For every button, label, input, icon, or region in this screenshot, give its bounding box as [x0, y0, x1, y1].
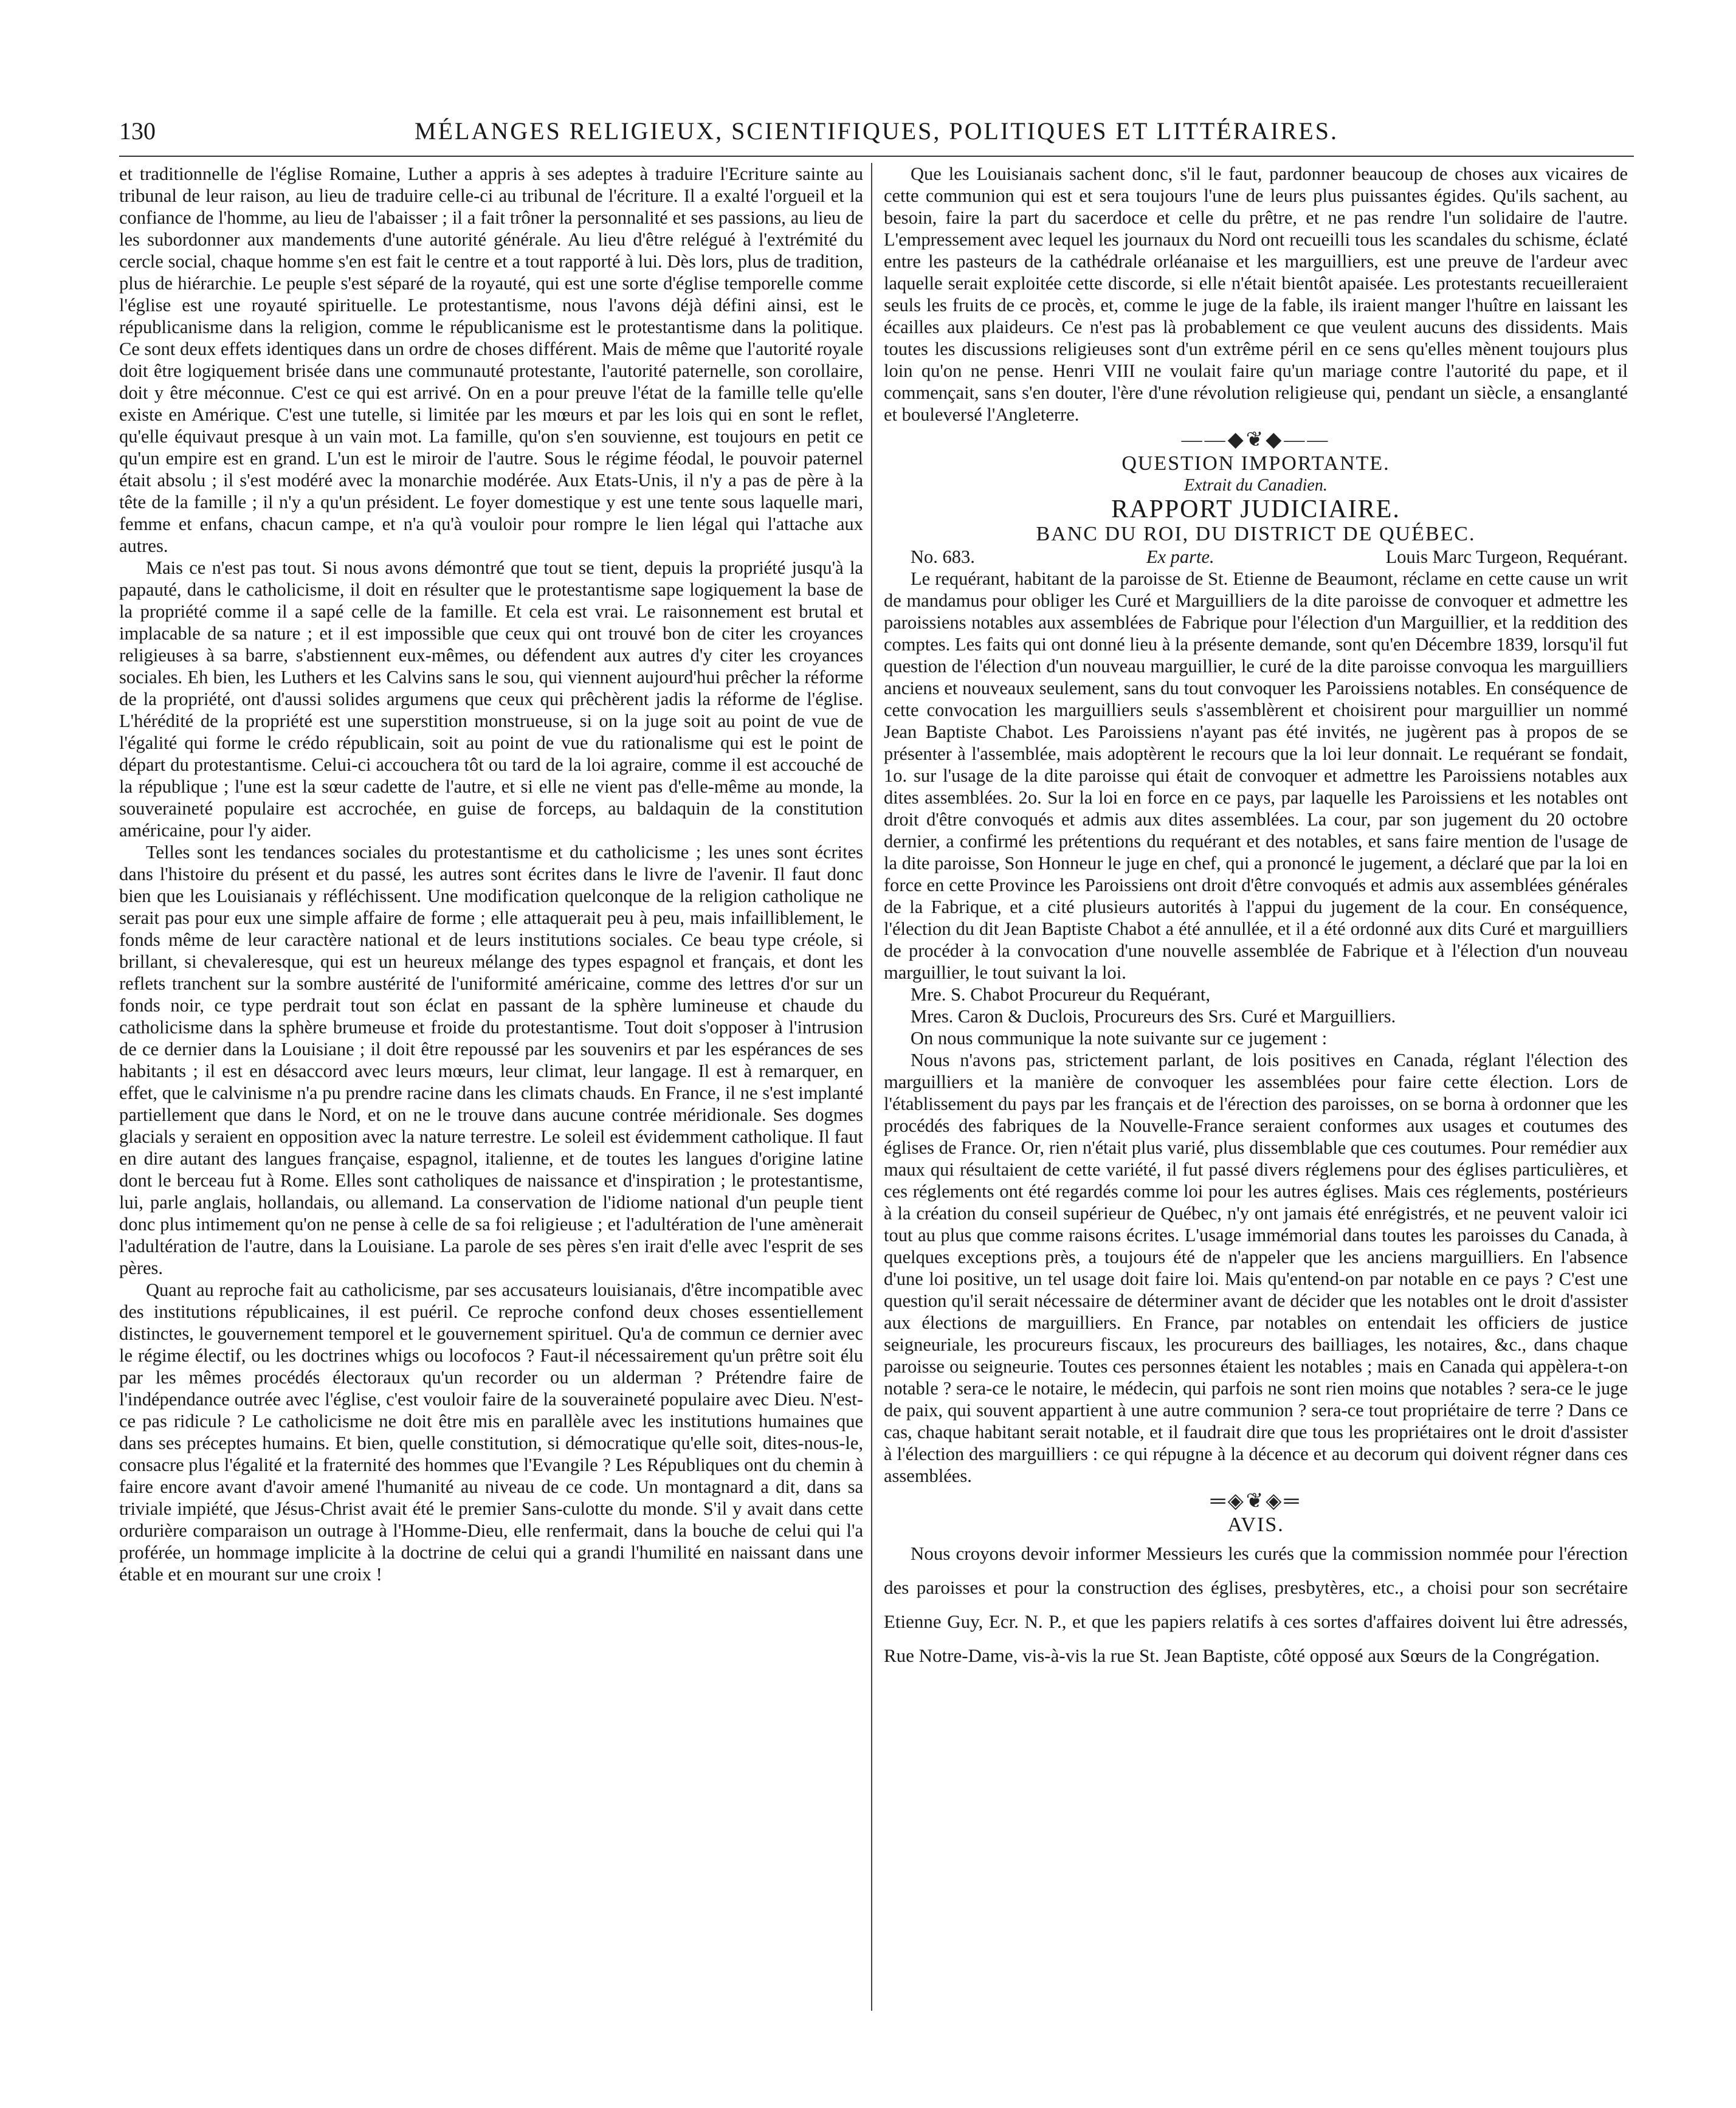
column-divider [871, 163, 872, 2011]
ornament-divider-icon: ——◆❦◆—— [1181, 429, 1331, 451]
notice-heading: AVIS. [1227, 1514, 1284, 1536]
page-number: 130 [119, 117, 156, 145]
left-column [119, 163, 863, 1585]
article-paragraph: Quant au reproche fait au catholicisme, par ses accusateurs louisianais, d'être incompatible avec des institutions républicaines, il est puéril. Ce reproche confond deux choses essentiellement distinctes, le gouvernement temporel et le gouvernement spirituel. Qu'a de commun ce dernier avec le régime électif, ou les doctrines whigs ou locofocos ? Faut-il nécessairement qu'un prêtre soit élu par les mêmes procédés électoraux qu'un recorder ou un alderman ? Prétendre faire de l'indépendance outrée avec l'église, c'est vouloir faire de la souveraineté populaire avec Dieu. N'est-ce pas ridicule ? Le catholicisme ne doit être mis en parallèle avec les institutions humaines que dans ses préceptes humains. Et bien, quelle constitution, si démocratique qu'elle soit, dites-nous-le, consacre plus l'égalité et la fraternité des hommes que l'Evangile ? Les Républiques ont du chemin à faire encore avant d'avoir amené l'humanité au niveau de ce code. Un montagnard a dit, dans sa triviale impiété, que Jésus-Christ avait été le premier Sans-culotte du monde. S'il y avait dans cette ordurière comparaison un outrage à l'Homme-Dieu, elle renfermait, dans la bouche de celui qui l'a proférée, un hommage implicite à la doctrine de celui qui a grandi l'humilité en naissant dans une étable et en mourant sur une croix ! [119, 1280, 863, 1585]
article-paragraph: Telles sont les tendances sociales du protestantisme et du catholicisme ; les unes sont écrites dans l'histoire du présent et du passé, les autres sont écrites dans le livre de l'avenir. Il faut donc bien que les Louisianais y réfléchissent. Une modification quelconque de la religion catholique ne serait pas pour eux une simple affaire de forme ; elle attaquerait peu à peu, mais infailliblement, le fonds même de leur caractère national et de leurs institutions sociales. Ce beau type créole, si brillant, si chevaleresque, qui est un heureux mélange des types espagnol et français, et dont les reflets tranchent sur la sombre austérité de l'uniformité américaine, comme des lettres d'or sur un fonds noir, ce type perdrait tout son éclat en passant de la sphère lumineuse et chaude du catholicisme dans la sphère brumeuse et froide du protestantisme. Tout doit s'opposer à l'intrusion de ce dernier dans la Louisiane ; il doit être repoussé par les souvenirs et par les espérances de ses habitants ; il est en désaccord avec leurs mœurs, leur climat, leur langage. Il est à remarquer, en effet, que le calvinisme n'a pu prendre racine dans les climats chauds. En France, il ne s'est implanté partiellement que dans le Nord, et on ne le trouve dans aucune contrée méridionale. Ses dogmes glacials y seraient en opposition avec la nature terrestre. Le soleil est évidemment catholique. Il faut en dire autant des langues française, espagnol, italienne, et de toutes les langues d'origine latine dont le berceau fut à Rome. Elles sont catholiques de naissance et d'inspiration ; le protestantisme, lui, parle anglais, hollandais, ou allemand. La conservation de l'idiome national d'un peuple tient donc plus intimement qu'on ne pense à celle de sa foi religieuse ; et l'adultération de l'une amènerait l'adultération de l'autre, dans la Louisiane. La parole de ses pères s'en irait d'elle avec l'esprit de ses pères. [119, 842, 863, 1278]
article-paragraph: Que les Louisianais sachent donc, s'il le faut, pardonner beaucoup de choses aux vicaires de cette communion qui est et sera toujours l'une de leurs plus puissantes égides. Qu'ils sachent, au besoin, faire la part du sacerdoce et celle du prêtre, et ne pas rendre l'un solidaire de l'autre. L'empressement avec lequel les journaux du Nord ont recueilli tous les scandales du schisme, éclaté entre les pasteurs de la cathédrale orléanaise et les marguilliers, est une preuve de l'ardeur avec laquelle serait exploitée cette discorde, si elle n'était bientôt apaisée. Les protestants recueilleraient seuls les fruits de ce procès, et, comme le juge de la fable, ils iraient manger l'huître en laissant les écailles aux plaideurs. Ce n'est pas là probablement ce que veulent aucuns des dissidents. Mais toutes les discussions religieuses sont d'un extrême péril en ce sens qu'elles mènent toujours plus loin qu'on ne pense. Henri VIII ne voulait faire qu'un mariage contre l'autorité du pape, et il commençait, sans s'en douter, l'ère d'une révolution religieuse qui, pendant un siècle, a ensanglanté et bouleversé l'Angleterre. [884, 164, 1628, 425]
case-party: Louis Marc Turgeon, Requérant. [1385, 546, 1628, 567]
ornament-divider-icon: ═◈❦◈═ [1210, 1490, 1301, 1512]
case-number: No. 683. [911, 546, 975, 567]
journal-title: MÉLANGES RELIGIEUX, SCIENTIFIQUES, POLITIQUES ET LITTÉRAIRES. [415, 117, 1338, 145]
note-intro: On nous communique la note suivante sur ce jugement : [911, 1028, 1328, 1049]
note-body: Nous n'avons pas, strictement parlant, de lois positives en Canada, réglant l'élection des marguilliers et la manière de convoquer les assemblées pour faire cette élection. Lors de l'établissement du pays par les français et de l'érection des paroisses, on se borna à ordonner que les procédés des fabriques de la Nouvelle-France seraient conformes aux usages et coutumes des églises de France. Or, rien n'était plus varié, plus dissemblable que ces coutumes. Pour remédier aux maux qui résultaient de cette variété, il fut passé divers réglemens pour des églises particulières, et ces réglements ont été regardés comme loi pour les autres églises. Mais ces réglements, postérieurs à la création du conseil supérieur de Québec, n'y ont jamais été enrégistrés, et ne peuvent valoir ici tout au plus que comme raisons écrites. L'usage immémorial dans toutes les paroisses du Canada, à quelques exceptions près, a toujours été de n'appeler que les anciens marguilliers. En l'absence d'une loi positive, un tel usage doit faire loi. Mais qu'entend-on par notable en ce pays ? C'est une question qu'il serait nécessaire de déterminer avant de décider que les notables ont le droit d'assister aux élections de marguilliers. En France, par notables on entendait les officiers de justice seigneuriale, les procureurs fiscaux, les procureurs des bailliages, les notaires, &c., dans chaque paroisse ou seigneurie. Toutes ces personnes étaient les notables ; mais en Canada qui appèlera-t-on notable ? sera-ce le notaire, le médecin, qui parfois ne sont rien moins que notables ? sera-ce le juge de paix, qui souvent appartient à une autre communion ? sera-ce tout propriétaire de terre ? Dans ce cas, chaque habitant serait notable, et il faudrait dire que tous les propriétaires ont le droit d'assister à l'élection des marguilliers : ce qui répugne à la décence et au decorum qui doivent régner dans ces assemblées. [884, 1050, 1628, 1486]
article-paragraph: Mais ce n'est pas tout. Si nous avons démontré que tout se tient, depuis la propriété jusqu'à la papauté, dans le catholicisme, il doit en résulter que le protestantisme sape logiquement la base de la propriété comme il a sapé celle de la famille. Et cela est vrai. Le raisonnement est brutal et implacable de sa nature ; et il est impossible que ceux qui ont trouvé bon de citer les croyances religieuses à sa barre, s'abstiennent eux-mêmes, ou défendent aux autres d'y citer les croyances sociales. Eh bien, les Luthers et les Calvins sans le sou, qui viennent aujourd'hui prêcher la réforme de la propriété, ont d'aussi solides argumens que ceux qui prêchèrent jadis la réforme de l'église. L'hérédité de la propriété est une superstition monstrueuse, si on la juge soit au point de vue de l'égalité qui forme le crédo républicain, soit au point de vue du rationalisme qui est le point de départ du protestantisme. Celui-ci accouchera tôt ou tard de la loi agraire, comme il est accouché de la république ; l'une est la sœur cadette de l'autre, et si elle ne vient pas d'elle-même au monde, la souveraineté populaire est accrochée, en guise de forceps, au baldaquin de la constitution américaine, pour l'y aider. [119, 557, 863, 841]
case-line [884, 546, 1628, 568]
notice-body: Nous croyons devoir informer Messieurs les curés que la commission nommée pour l'érection des paroisses et pour la construction des églises, presbytères, etc., a choisi pour son secrétaire Etienne Guy, Ecr. N. P., et que les papiers relatifs à ces sortes d'affaires doivent lui être adressés, Rue Notre-Dame, vis-à-vis la rue St. Jean Baptiste, côté opposé aux Sœurs de la Congrégation. [884, 1543, 1628, 1666]
report-body: Le requérant, habitant de la paroisse de St. Etienne de Beaumont, réclame en cette cause un writ de mandamus pour obliger les Curé et Marguilliers de la dite paroisse de convoquer et admettre les paroissiens notables aux assemblées de Fabrique pour l'élection d'un Marguillier, et la reddition des comptes. Les faits qui ont donné lieu à la présente demande, sont qu'en Décembre 1839, lorsqu'il fut question de l'élection d'un nouveau marguillier, le curé de la dite paroisse convoqua les marguilliers anciens et nouveaux seulement, sans du tout convoquer les Paroissiens notables. En conséquence de cette convocation les marguilliers seuls s'assemblèrent et choisirent pour marguillier un nommé Jean Baptiste Chabot. Les Paroissiens n'ayant pas été invités, ne jugèrent pas à propos de se présenter à l'assemblée, mais adoptèrent le recours que la loi leur donnait. Le requérant se fondait, 1o. sur l'usage de la dite paroisse qui était de convoquer et admettre les Paroissiens notables aux dites assemblées. 2o. Sur la loi en force en ce pays, par laquelle les Paroissiens et les notables ont droit d'être convoqués et admis aux dites assemblées. La cour, par son jugement du 20 octobre dernier, a confirmé les prétentions du requérant et des notables, et sans faire mention de l'usage de la dite paroisse, Son Honneur le juge en chef, qui a prononcé le jugement, a déclaré que par la loi en force en cette Province les Paroissiens ont droit d'être convoqués et admis aux assemblées générales de la Fabrique, et a cité plusieurs autorités à l'appui du jugement de la cour. En conséquence, l'élection du dit Jean Baptiste Chabot a été annullée, et il a été ordonné aux dits Curé et marguilliers de procéder à la convocation d'une nouvelle assemblée de Fabrique et à l'élection d'un nouveau marguillier, le tout suivant la loi. [884, 568, 1628, 983]
counsel-defendant: Mres. Caron & Duclois, Procureurs des Srs. Curé et Marguilliers. [911, 1006, 1396, 1027]
court-line: BANC DU ROI, DU DISTRICT DE QUÉBEC. [1036, 523, 1476, 545]
case-type: Ex parte. [1146, 546, 1214, 567]
source-line: Extrait du Canadien. [1184, 476, 1328, 495]
right-column [884, 163, 1628, 1673]
running-head [119, 117, 1634, 157]
section-heading: QUESTION IMPORTANTE. [1121, 452, 1390, 475]
counsel-plaintiff: Mre. S. Chabot Procureur du Requérant, [911, 984, 1210, 1005]
report-title: RAPPORT JUDICIAIRE. [1111, 495, 1400, 523]
article-paragraph: et traditionnelle de l'église Romaine, Luther a appris à ses adeptes à traduire l'Ecriture sainte au tribunal de leur raison, au lieu de traduire celle-ci au tribunal de l'écriture. Il a exalté l'orgueil et la confiance de l'homme, au lieu de l'abaisser ; il a fait trôner la personnalité et ses passions, au lieu de les subordonner aux mandements d'une autorité générale. Au lieu d'être relégué à l'extrémité du cercle social, chaque homme s'en est fait le centre et a tout rapporté à lui. Dès lors, plus de tradition, plus de hiérarchie. Le peuple s'est séparé de la royauté, qui est une sorte d'église temporelle comme l'église est une royauté spirituelle. Le protestantisme, nous l'avons déjà défini ainsi, est le républicanisme dans la religion, comme le républicanisme est le protestantisme dans la politique. Ce sont deux effets identiques dans un ordre de choses différent. Mais de même que l'autorité royale doit être logiquement brisée dans une communauté protestante, l'autorité paternelle, son corollaire, doit y être méconnue. C'est ce qui est arrivé. On en a pour preuve l'état de la famille telle qu'elle existe en Amérique. C'est une tutelle, si limitée par les mœurs et par les lois qui en sont le reflet, qu'elle équivaut presque à un vain mot. La famille, qu'on s'en souvienne, est toujours en petit ce qu'un empire est en grand. L'un est le miroir de l'autre. Sous le régime féodal, le pouvoir paternel était absolu ; il s'est modéré avec la monarchie modérée. Aux Etats-Unis, il n'y a pas de père à la tête de la famille ; il n'y a qu'un président. Le foyer domestique y est une tente sous laquelle mari, femme et enfans, chacun campe, et n'a qu'à vouloir pour rompre le lien légal qui l'attache aux autres. [119, 164, 863, 556]
